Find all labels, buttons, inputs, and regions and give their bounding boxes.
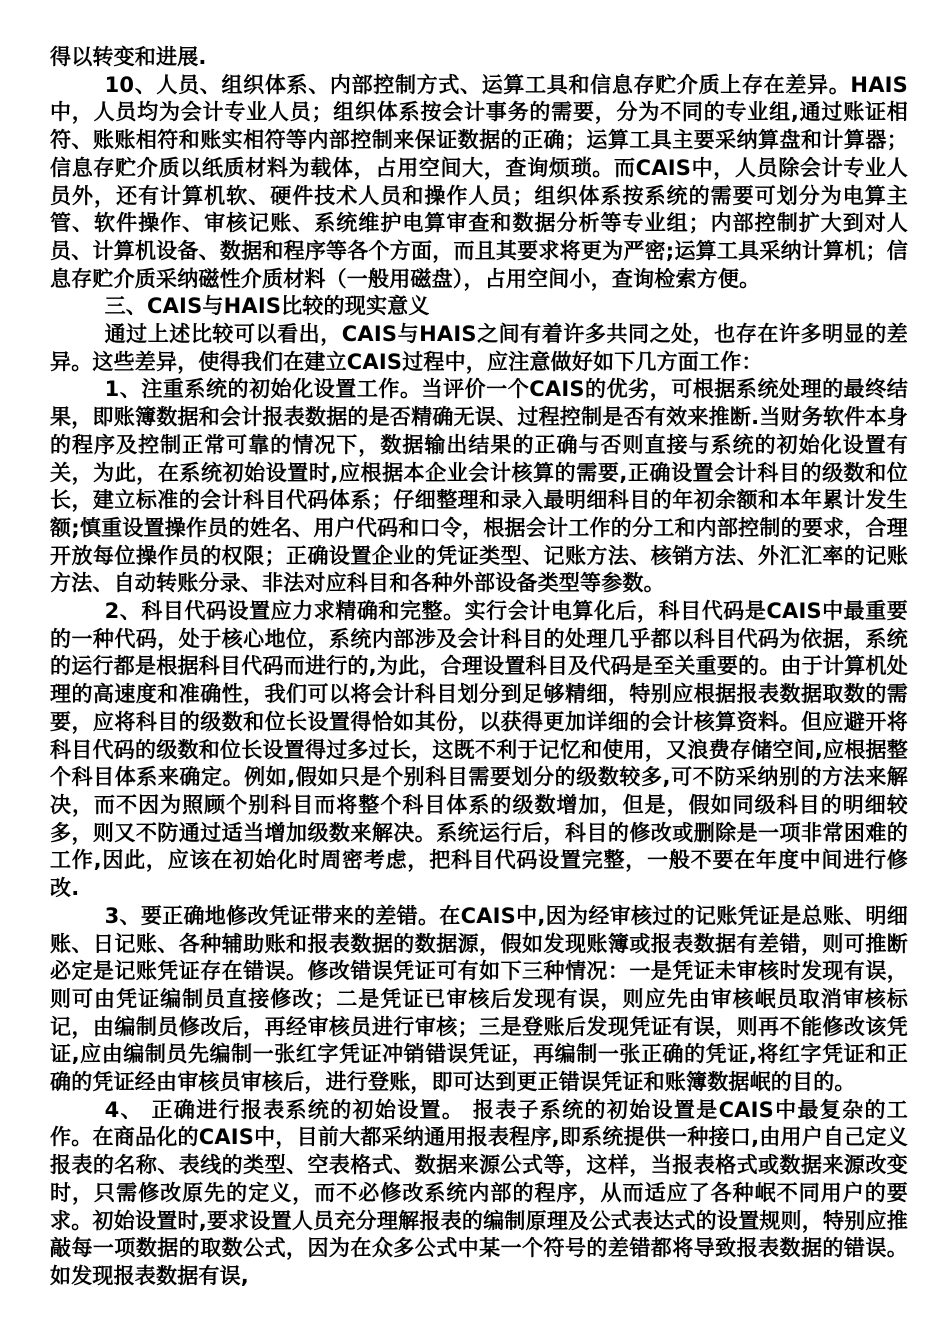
paragraph-point-2: 2、科目代码设置应力求精确和完整。实行会计电算化后，科目代码是CAIS中最重要的一种代码，处于核心地位，系统内部涉及会计科目的处理几乎都以科目代码为依据，系统的运行都是根据科目代码而进行的,为此，合理设置科目及代码是至关重要的。由于计算机处理的高速度和准确性，我们可以将会计科目划分到足够精细，特别应根据报表数据取数的需要，应将科目的级数和位长设置得恰如其份，以获得更加详细的会计核算资料。但应避开将科目代码的级数和位长设置得过多过长，这既不利于记忆和使用，又浪费存储空间,应根据整个科目体系来确定。例如,假如只是个别科目需要划分的级数较多,可不防采纳别的方法来解决，而不因为照顾个别科目而将整个科目体系的级数增加，但是，假如同级科目的明细较多，则又不防通过适当增加级数来解决。系统运行后，科目的修改或删除是一项非常困难的工作,因此，应该在初始化时周密考虑，把科目代码设置完整，一般不要在年度中间进行修改. — [50, 599, 908, 901]
paragraph-point-3: 3、要正确地修改凭证带来的差错。在CAIS中,因为经审核过的记账凭证是总账、明细账、日记账、各种辅助账和报表数据的数据源，假如发现账簿或报表数据有差错，则可推断必定是记账凭证存在错误。修改错误凭证可有如下三种情况：一是凭证未审核时发现有误，则可由凭证编制员直接修改；二是凭证已审核后发现有误，则应先由审核岷员取消审核标记，由编制员修改后，再经审核员进行审核；三是登账后发现凭证有误，则再不能修改该凭证,应由编制员先编制一张红字凭证冲销错误凭证，再编制一张正确的凭证,将红字凭证和正确的凭证经由审核员审核后，进行登账，即可达到更正错误凭证和账簿数据岷的目的。 — [50, 903, 908, 1095]
paragraph-point-4: 4、 正确进行报表系统的初始设置。 报表子系统的初始设置是CAIS中最复杂的工作。在商品化的CAIS中，目前大都采纳通用报表程序,即系统提供一种接口,由用户自己定义报表的名称、表线的类型、空表格式、数据来源公式等，这样，当报表格式或数据来源改变时，只需修改原先的定义，而不必修改系统内部的程序，从而适应了各种岷不同用户的要求。初始设置时,要求设置人员充分理解报表的编制原理及公式表达式的设置规则，特别应推敲每一项数据的取数公式，因为在众多公式中某一个符号的差错都将导致报表数据的错误。如发现报表数据有误, — [50, 1097, 908, 1288]
paragraph-item-10: 10、人员、组织体系、内部控制方式、运算工具和信息存贮介质上存在差异。HAIS中，人员均为会计专业人员；组织体系按会计事务的需要，分为不同的专业组,通过账证相符、账账相符和账实相符等内部控制来保证数据的正确；运算工具主要采纳算盘和计算器；信息存贮介质以纸质材料为载体，占用空间大，查询烦琐。而CAIS中，人员除会计专业人员外，还有计算机软、硬件技术人员和操作人员；组织体系按系统的需要可划分为电算主管、软件操作、审核记账、系统维护电算审查和数据分析等专业组；内部控制扩大到对人员、计算机设备、数据和程序等各个方面，而且其要求将更为严密;运算工具采纳计算机；信息存贮介质采纳磁性介质材料（一般用磁盘），占用空间小，查询检索方便。 — [50, 72, 908, 291]
document-page — [50, 44, 908, 1291]
paragraph-intro: 通过上述比较可以看出，CAIS与HAIS之间有着许多共同之处，也存在许多明显的差异。这些差异，使得我们在建立CAIS过程中，应注意做好如下几方面工作： — [50, 322, 908, 374]
paragraph-point-1: 1、注重系统的初始化设置工作。当评价一个CAIS的优劣，可根据系统处理的最终结果，即账簿数据和会计报表数据的是否精确无误、过程控制是否有效来推断.当财务软件本身的程序及控制正常可靠的情况下，数据输出结果的正确与否则直接与系统的初始化设置有关，为此，在系统初始设置时,应根据本企业会计核算的需要,正确设置会计科目的级数和位长，建立标准的会计科目代码体系；仔细整理和录入最明细科目的年初余额和本年累计发生额;慎重设置操作员的姓名、用户代码和口令，根据会计工作的分工和内部控制的要求，合理开放每位操作员的权限；正确设置企业的凭证类型、记账方法、核销方法、外汇汇率的记账方法、自动转账分录、非法对应科目和各种外部设备类型等参数。 — [50, 377, 908, 596]
section-heading: 三、CAIS与HAIS比较的现实意义 — [104, 294, 430, 319]
paragraph-continuation: 得以转变和进展. — [50, 45, 207, 69]
